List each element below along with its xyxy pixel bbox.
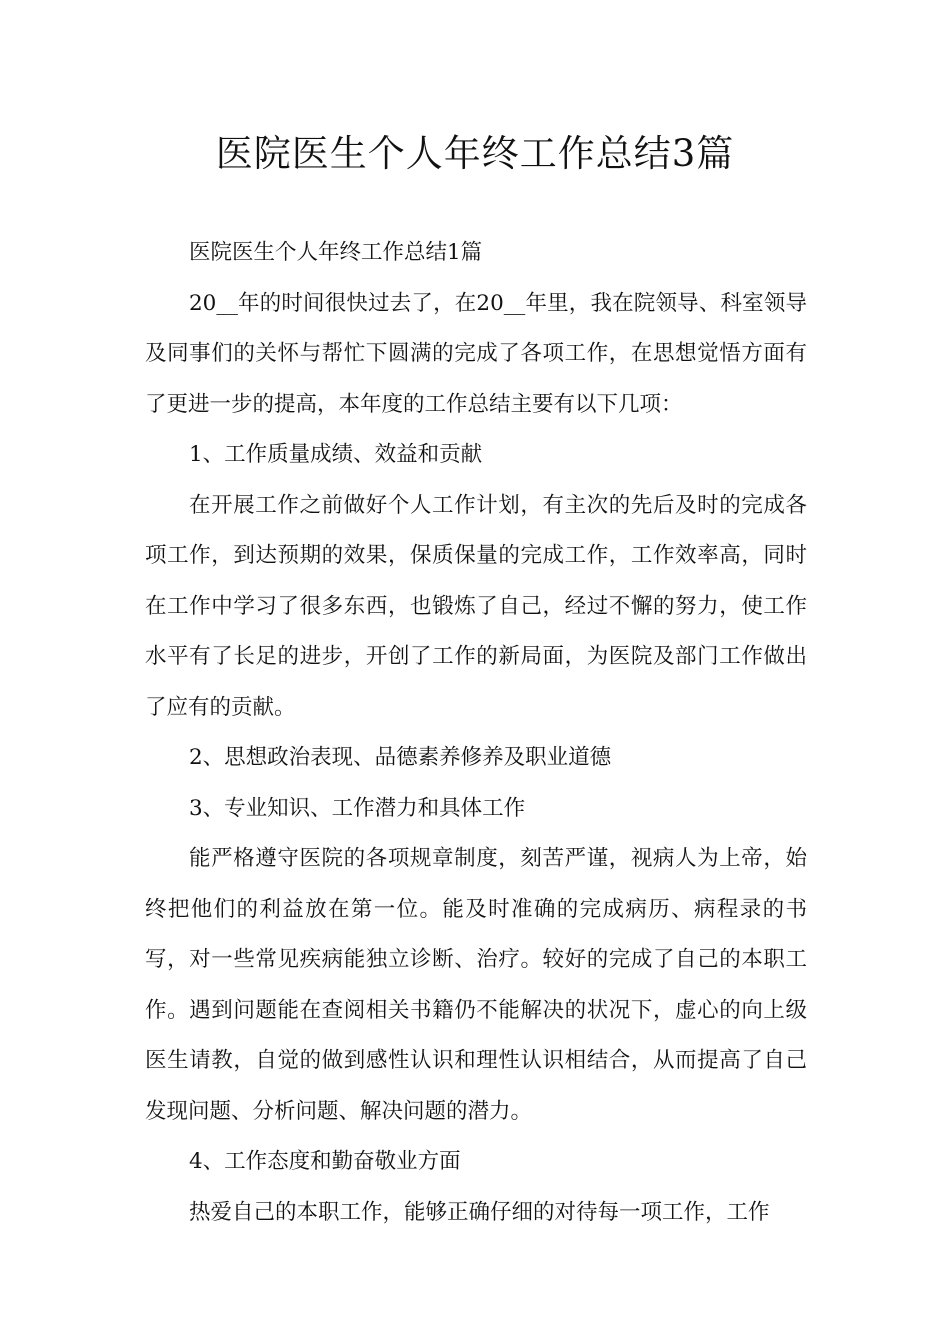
section-1-paragraph: 在开展工作之前做好个人工作计划，有主次的先后及时的完成各项工作，到达预期的效果，保质保量的完成工作，工作效率高，同时在工作中学习了很多东西，也锻炼了自己，经过不懈的努力，使工作水平有了长足的进步，开创了工作的新局面，为医院及部门工作做出了应有的贡献。 <box>145 492 807 720</box>
section-heading-1: 1、工作质量成绩、效益和贡献 <box>189 442 483 467</box>
section-4-paragraph: 热爱自己的本职工作，能够正确仔细的对待每一项工作，工作 <box>189 1199 770 1225</box>
section-heading-3: 3、专业知识、工作潜力和具体工作 <box>189 795 526 821</box>
section-3-paragraph: 能严格遵守医院的各项规章制度，刻苦严谨，视病人为上帝，始终把他们的利益放在第一位。能及时准确的完成病历、病程录的书写，对一些常见疾病能独立诊断、治疗。较好的完成了自己的本职工作。遇到问题能在查阅相关书籍仍不能解决的状况下，虚心的向上级医生请教，自觉的做到感性认识和理性认识相结合，从而提高了自己发现问题、分析问题、解决问题的潜力。 <box>145 846 807 1124</box>
section-heading-2: 2、思想政治表现、品德素养修养及职业道德 <box>189 745 612 770</box>
section-heading-4: 4、工作态度和勤奋敬业方面 <box>189 1149 461 1174</box>
document-title: 医院医生个人年终工作总结3篇 <box>215 132 735 175</box>
intro-paragraph: 20__年的时间很快过去了，在20__年里，我在院领导、科室领导及同事们的关怀与帮忙下圆满的完成了各项工作，在思想觉悟方面有了更进一步的提高，本年度的工作总结主要有以下几项： <box>145 290 807 417</box>
subtitle-paragraph: 医院医生个人年终工作总结1篇 <box>189 240 483 265</box>
document-body <box>145 228 807 1238</box>
